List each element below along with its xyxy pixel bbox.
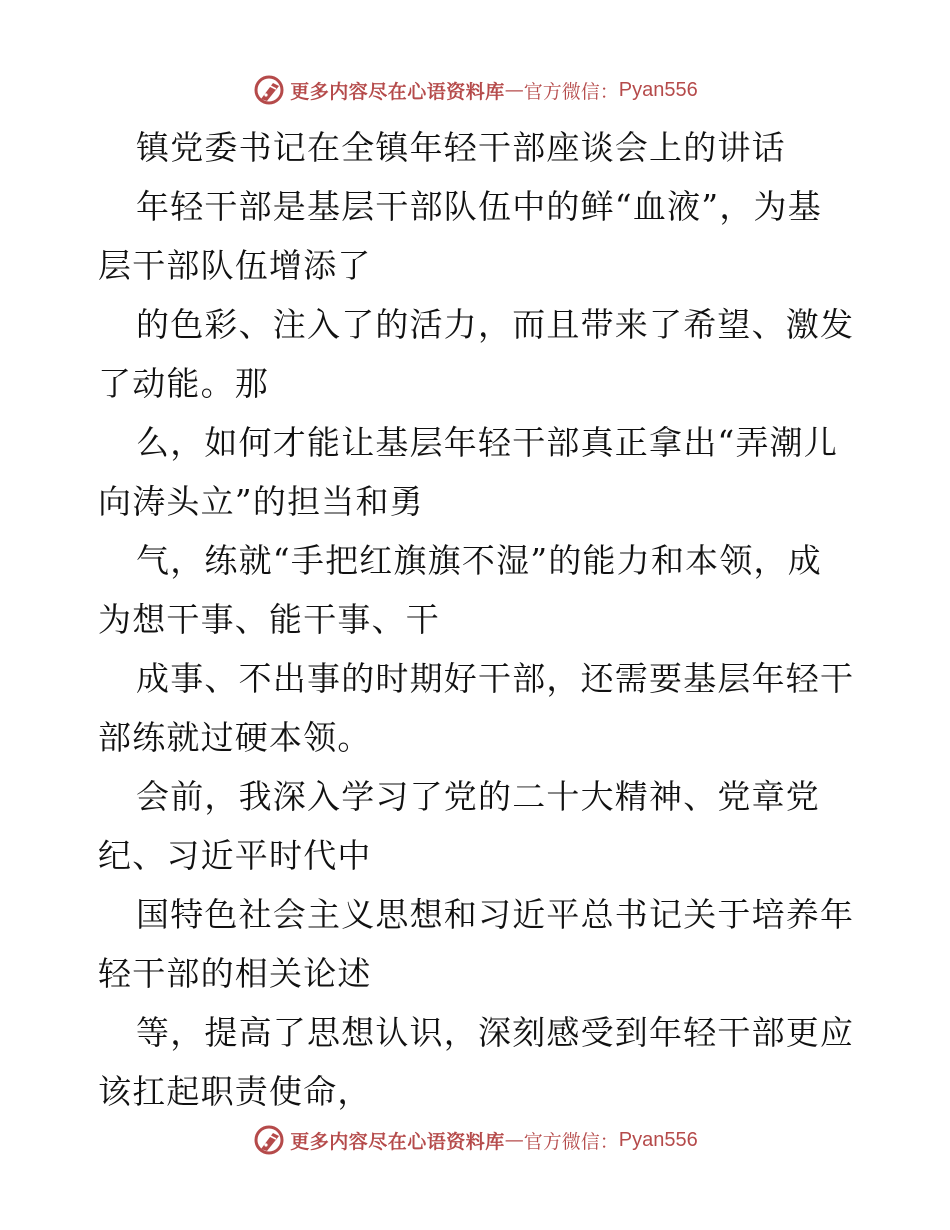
text-line: 轻干部的相关论述: [98, 954, 372, 993]
banner-wechat-id: Pyan556: [618, 78, 698, 101]
text-line: 为想干事、能干事、干: [98, 600, 440, 639]
text-line: 年轻干部是基层干部队伍中的鲜“血液”，为基: [136, 187, 822, 226]
banner-slogan: 更多内容尽在心语资料库: [290, 1130, 505, 1153]
text-line: 么，如何才能让基层年轻干部真正拿出“弄潮儿: [136, 423, 839, 462]
document-body: [98, 118, 858, 1121]
document-title: 镇党委书记在全镇年轻干部座谈会上的讲话: [136, 128, 786, 167]
pen-nib-circle-icon: [252, 1123, 286, 1157]
text-line: 纪、习近平时代中: [98, 836, 372, 875]
text-line: 了动能。那: [98, 364, 269, 403]
banner-slogan: 更多内容尽在心语资料库: [290, 80, 505, 103]
banner-dash: —: [504, 79, 524, 101]
text-line: 气，练就“手把红旗旗不湿”的能力和本领，成: [136, 541, 822, 580]
pen-nib-circle-icon: [252, 73, 286, 107]
banner-wechat-label: 官方微信：: [523, 80, 619, 103]
text-line: 会前，我深入学习了党的二十大精神、党章党: [136, 777, 820, 816]
banner-wechat-id: Pyan556: [618, 1128, 698, 1151]
text-line: 层干部队伍增添了: [98, 246, 372, 285]
text-line: 等，提高了思想认识，深刻感受到年轻干部更应: [136, 1013, 855, 1052]
text-line: 该扛起职责使命，: [98, 1072, 372, 1111]
text-line: 成事、不出事的时期好干部，还需要基层年轻干: [136, 659, 855, 698]
text-line: 向涛头立”的担当和勇: [98, 482, 424, 521]
header-banner: [0, 70, 950, 110]
banner-wechat-label: 官方微信：: [523, 1130, 619, 1153]
text-line: 的色彩、注入了的活力，而且带来了希望、激发: [136, 305, 855, 344]
text-line: 国特色社会主义思想和习近平总书记关于培养年: [136, 895, 855, 934]
text-line: 部练就过硬本领。: [98, 718, 372, 757]
banner-dash: —: [504, 1129, 524, 1151]
footer-banner: [0, 1120, 950, 1160]
